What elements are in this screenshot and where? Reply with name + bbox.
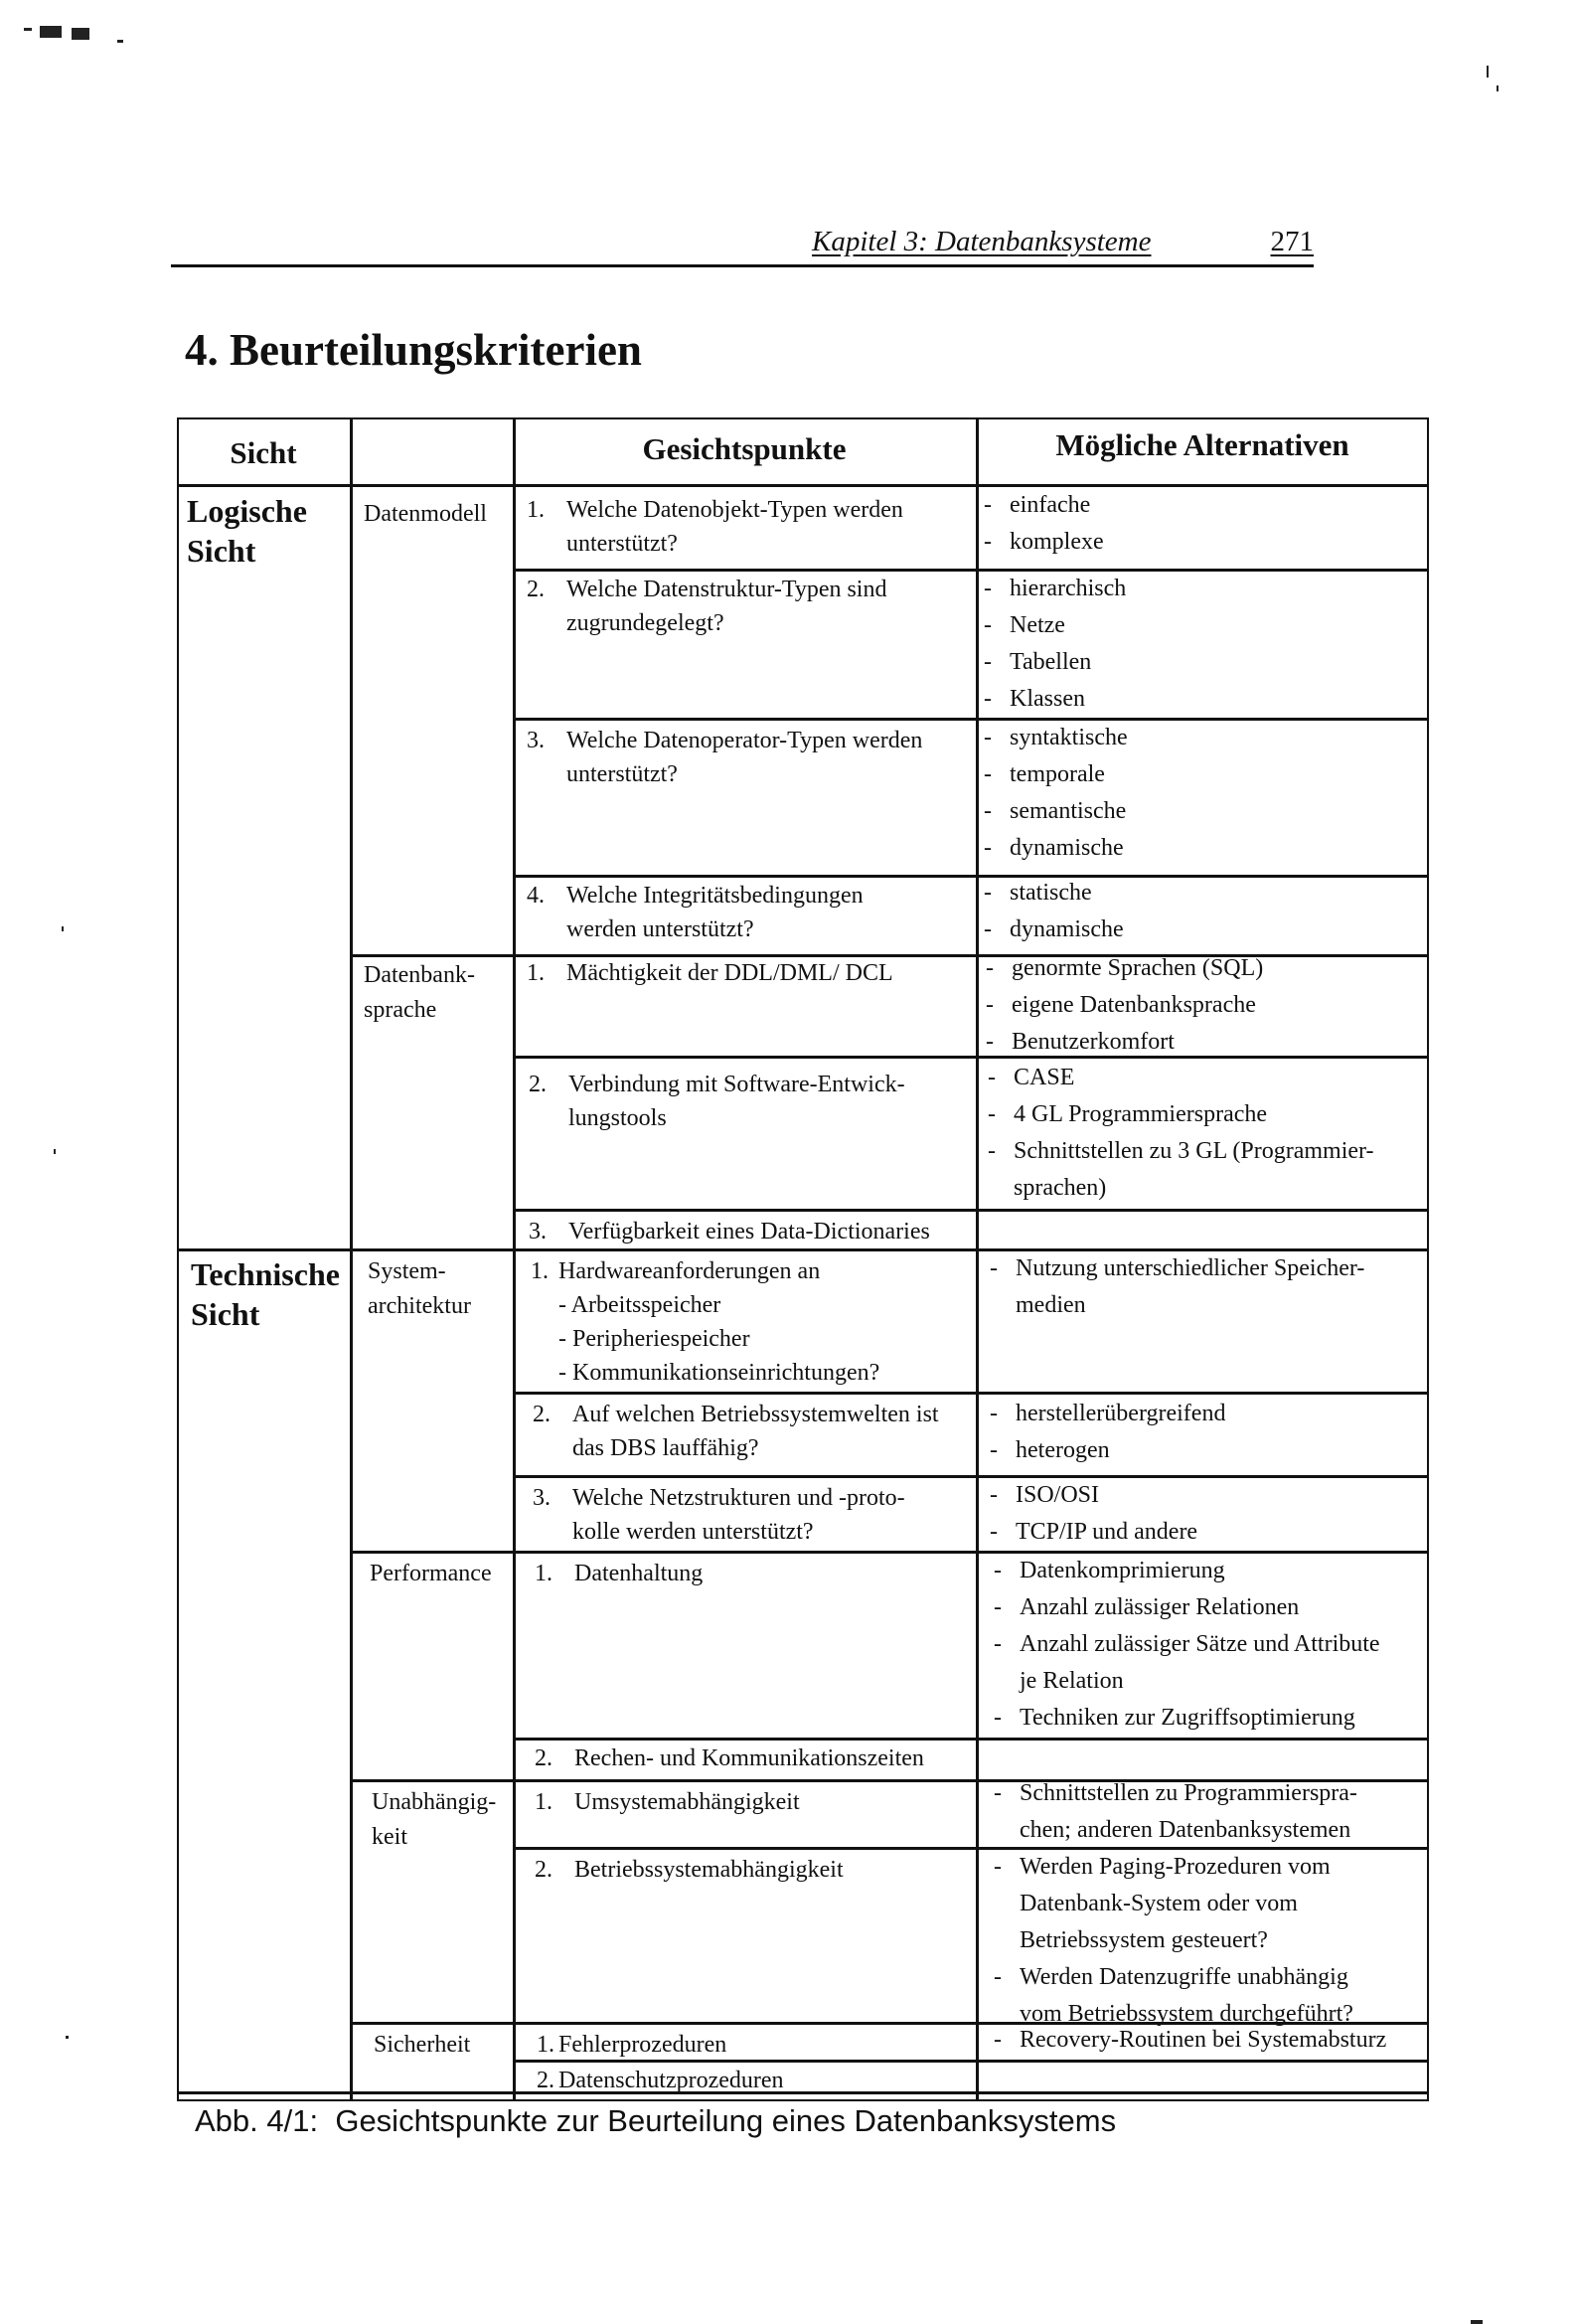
subcat-datenbanksprache: Datenbank- sprache [364, 962, 475, 1023]
subcat-performance: Performance [370, 1561, 492, 1586]
criterion-question: 2. Verbindung mit Software-Entwick- lungstools [529, 1072, 905, 1131]
alternatives-list [984, 571, 1421, 718]
bullet-dash: - [994, 1705, 1002, 1731]
alternatives-list [990, 1396, 1423, 1469]
bullet-dash: - [994, 1558, 1002, 1583]
alternatives-list [994, 1775, 1427, 1849]
bullet-dash: - [994, 1964, 1002, 1990]
bullet-dash: - [984, 686, 992, 712]
bullet-dash: - [990, 1437, 998, 1463]
bullet-dash: - [994, 1854, 1002, 1880]
alternative-text: 4 GL Programmiersprache [1014, 1101, 1268, 1127]
view-separator [177, 1248, 352, 1251]
alternative-item [994, 1626, 1427, 1700]
alternatives-list [984, 487, 1421, 561]
alternative-text: Recovery-Routinen bei Systemabsturz [1020, 2027, 1387, 2053]
criterion-question: 2. Welche Datenstruktur-Typen sind zugrundegelegt? [527, 577, 887, 636]
subcat-line [350, 1551, 515, 1554]
alternative-item [994, 1775, 1427, 1849]
subcat-sicherheit: Sicherheit [374, 2032, 471, 2058]
alternatives-list [990, 1477, 1423, 1551]
col-header-gesichtspunkte: Gesichtspunkte [642, 431, 847, 466]
alternative-text: Tabellen [1010, 649, 1092, 675]
criterion-question: 4. Welche Integritätsbedingungen werden unterstützt? [527, 883, 864, 942]
criterion-question: 2. Betriebssystemabhängigkeit [535, 1857, 844, 1883]
bullet-dash: - [984, 649, 992, 675]
alternative-text: Anzahl zulässiger Sätze und Attribute je Relation [1020, 1631, 1380, 1694]
row-line [513, 1392, 1429, 1395]
criterion-question: 1. Datenhaltung [535, 1561, 704, 1586]
criterion-question: 1. Welche Datenobjekt-Typen werden unterstützt? [527, 497, 903, 557]
alternative-text: dynamische [1010, 916, 1124, 942]
alternative-item [986, 1024, 1423, 1061]
alternatives-list [984, 720, 1421, 867]
alternative-text: Werden Datenzugriffe unabhängig vom Betriebssystem durchgeführt? [1020, 1964, 1353, 2027]
criterion-question: 2. Rechen- und Kommunikationszeiten [535, 1745, 924, 1771]
alternative-item [994, 1849, 1427, 1959]
alternative-item [984, 912, 1421, 948]
bullet-dash: - [994, 1594, 1002, 1620]
subcat-line [350, 2022, 515, 2025]
alternative-text: Techniken zur Zugriffsoptimierung [1020, 1705, 1355, 1731]
alternative-item [984, 524, 1421, 561]
bullet-dash: - [984, 612, 992, 638]
section-title: 4. Beurteilungskriterien [185, 325, 642, 375]
alternative-item [988, 1060, 1425, 1096]
criterion-question: 1. Fehlerprozeduren [537, 2032, 727, 2058]
criterion-question: 2. Datenschutzprozeduren [537, 2068, 784, 2093]
alternative-text: Werden Paging-Prozeduren vom Datenbank-System oder vom Betriebssystem gesteuert? [1020, 1854, 1331, 1953]
alternative-item [984, 607, 1421, 644]
alternative-item [984, 644, 1421, 681]
alternative-item [984, 571, 1421, 607]
alternative-item [990, 1432, 1423, 1469]
bullet-dash: - [988, 1065, 996, 1090]
col-header-sicht: Sicht [230, 435, 297, 470]
col-line-1 [350, 417, 353, 2101]
bullet-dash: - [988, 1138, 996, 1164]
alternative-text: genormte Sprachen (SQL) [1012, 955, 1264, 981]
subcat-line [350, 1248, 515, 1251]
alternative-item [994, 1553, 1427, 1589]
alternative-item [984, 875, 1421, 912]
bullet-dash: - [984, 880, 992, 906]
alternative-text: einfache [1010, 492, 1091, 518]
alternative-text: TCP/IP und andere [1016, 1519, 1198, 1545]
bullet-dash: - [990, 1255, 998, 1281]
subcat-datenmodell: Datenmodell [364, 501, 487, 527]
criterion-question: 1. Hardwareanforderungen an - Arbeitsspeicher - Peripheriespeicher - Kommunikationseinrichtungen? [531, 1258, 880, 1386]
criterion-question: 1. Mächtigkeit der DDL/DML/ DCL [527, 960, 893, 986]
alternative-item [986, 950, 1423, 987]
alternative-text: Benutzerkomfort [1012, 1029, 1175, 1055]
bullet-dash: - [994, 1631, 1002, 1657]
figure-label: Abb. 4/1: [195, 2103, 319, 2138]
alternatives-list [984, 875, 1421, 948]
bullet-dash: - [984, 761, 992, 787]
bullet-dash: - [990, 1519, 998, 1545]
alternative-item [994, 2022, 1427, 2059]
alternatives-list [994, 1849, 1427, 2033]
bullet-dash: - [988, 1101, 996, 1127]
alternative-text: Nutzung unterschiedlicher Speicher- medien [1016, 1255, 1365, 1318]
alternatives-list [988, 1060, 1425, 1207]
page-number: 271 [1270, 226, 1314, 257]
bullet-dash: - [984, 492, 992, 518]
bullet-dash: - [984, 529, 992, 555]
alternative-item [984, 756, 1421, 793]
criterion-question: 3. Welche Netzstrukturen und -proto- kolle werden unterstützt? [533, 1485, 905, 1545]
bullet-dash: - [994, 2027, 1002, 2053]
alternative-item [990, 1396, 1423, 1432]
running-head [171, 219, 1314, 267]
alternative-item [984, 793, 1421, 830]
alternative-text: syntaktische [1010, 725, 1128, 750]
alternative-text: komplexe [1010, 529, 1104, 555]
alternative-text: Datenkomprimierung [1020, 1558, 1225, 1583]
alternatives-list [986, 950, 1423, 1061]
alternative-text: eigene Datenbanksprache [1012, 992, 1256, 1018]
bullet-dash: - [990, 1482, 998, 1508]
criterion-question: 2. Auf welchen Betriebssystemwelten ist das DBS lauffähig? [533, 1402, 939, 1461]
bullet-dash: - [984, 725, 992, 750]
alternative-item [988, 1096, 1425, 1133]
alternative-item [984, 830, 1421, 867]
alternative-text: heterogen [1016, 1437, 1110, 1463]
alternative-text: statische [1010, 880, 1092, 906]
alternative-text: Netze [1010, 612, 1065, 638]
alternative-text: semantische [1010, 798, 1127, 824]
alternative-text: herstellerübergreifend [1016, 1401, 1226, 1426]
alternative-item [990, 1477, 1423, 1514]
bullet-dash: - [984, 576, 992, 601]
bullet-dash: - [994, 1780, 1002, 1806]
alternative-item [984, 720, 1421, 756]
subcat-line [350, 954, 515, 957]
bullet-dash: - [986, 992, 994, 1018]
chapter-title: Kapitel 3: Datenbanksysteme [812, 226, 1152, 257]
alternative-text: dynamische [1010, 835, 1124, 861]
alternative-item [994, 1589, 1427, 1626]
criterion-question: 1. Umsystemabhängigkeit [535, 1789, 800, 1815]
col-header-alternativen: Mögliche Alternativen [1055, 427, 1349, 462]
bullet-dash: - [986, 1029, 994, 1055]
alternative-text: CASE [1014, 1065, 1075, 1090]
row-line [513, 1738, 1429, 1741]
bullet-dash: - [984, 916, 992, 942]
alternative-item [984, 681, 1421, 718]
figure-caption [195, 2103, 1116, 2139]
bullet-dash: - [984, 798, 992, 824]
alternative-text: Anzahl zulässiger Relationen [1020, 1594, 1300, 1620]
view-technische-sicht: Technische Sicht [191, 1256, 340, 1332]
alternatives-list [994, 1553, 1427, 1737]
criterion-question: 3. Welche Datenoperator-Typen werden unterstützt? [527, 728, 923, 787]
alternative-item [994, 1700, 1427, 1737]
bullet-dash: - [984, 835, 992, 861]
alternative-item [988, 1133, 1425, 1207]
alternative-text: temporale [1010, 761, 1105, 787]
subcat-systemarchitektur: System- architektur [368, 1258, 471, 1319]
alternative-text: hierarchisch [1010, 576, 1127, 601]
alternative-text: Klassen [1010, 686, 1085, 712]
bullet-dash: - [990, 1401, 998, 1426]
figure-caption-text: Gesichtspunkte zur Beurteilung eines Datenbanksystems [335, 2103, 1117, 2138]
row-line [513, 1209, 1429, 1212]
alternatives-list [990, 1250, 1423, 1324]
alternative-text: Schnittstellen zu 3 GL (Programmier- sprachen) [1014, 1138, 1374, 1201]
criterion-question: 3. Verfügbarkeit eines Data-Dictionaries [529, 1219, 930, 1245]
bullet-dash: - [986, 955, 994, 981]
alternative-item [984, 487, 1421, 524]
alternative-text: Schnittstellen zu Programmierspra- chen; anderen Datenbanksystemen [1020, 1780, 1357, 1843]
alternative-item [990, 1250, 1423, 1324]
alternative-item [990, 1514, 1423, 1551]
alternatives-list [994, 2022, 1427, 2059]
subcat-unabhaengigkeit: Unabhängig- keit [372, 1789, 497, 1850]
subcat-line [350, 1779, 515, 1782]
view-logische-sicht: Logische Sicht [187, 493, 307, 569]
alternative-text: ISO/OSI [1016, 1482, 1100, 1508]
alternative-item [986, 987, 1423, 1024]
